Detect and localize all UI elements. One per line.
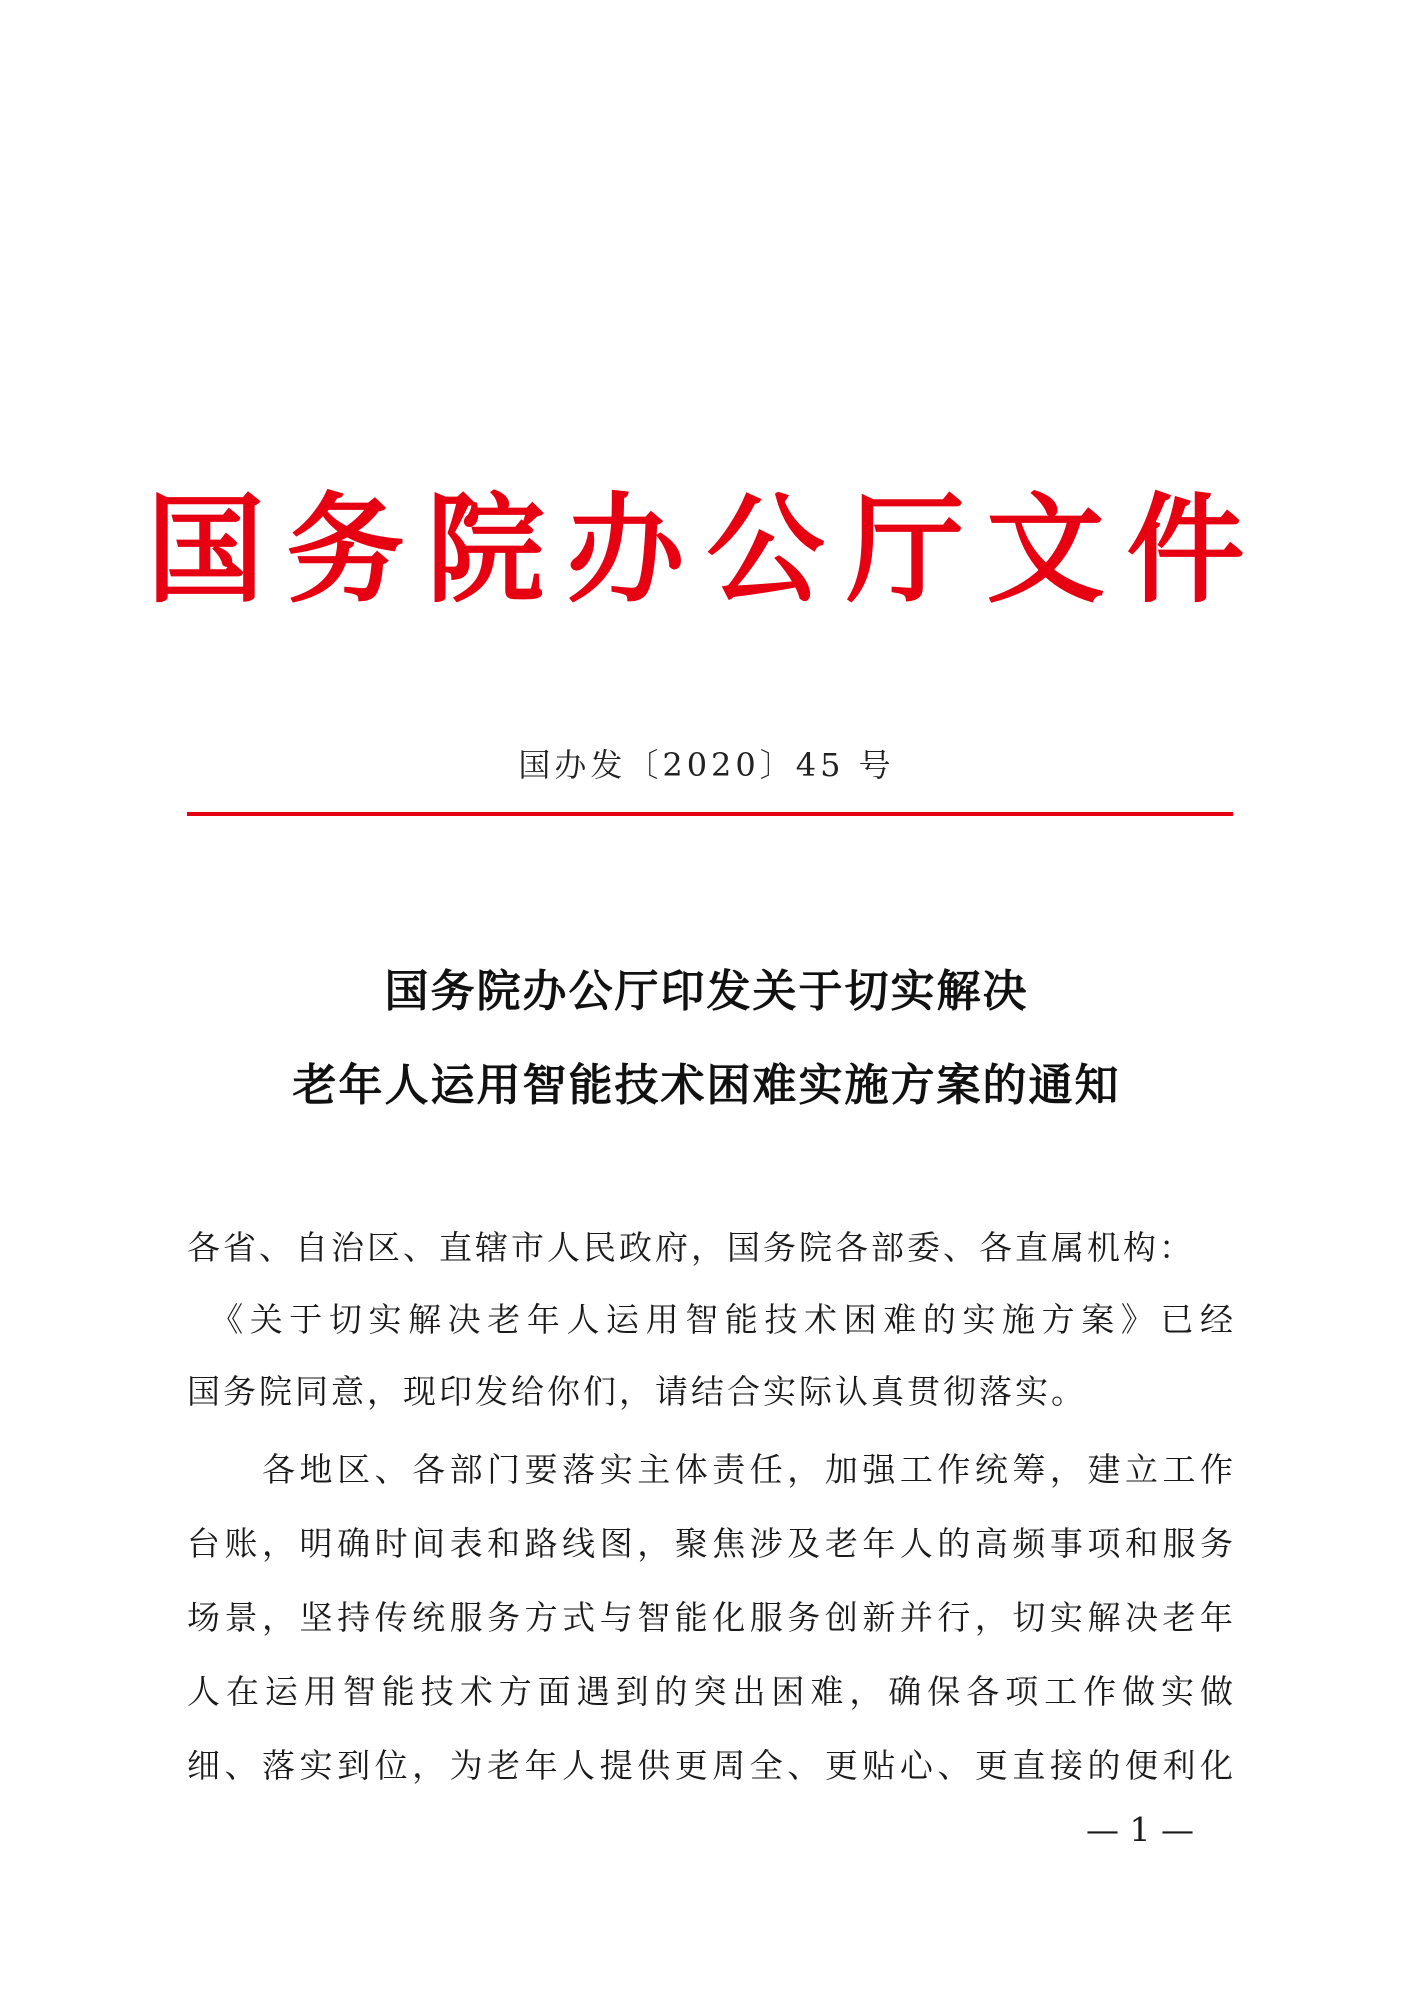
document-title-line-2: 老年人运用智能技术困难实施方案的通知 <box>292 1060 1121 1111</box>
body-text-line: 国务院同意，现印发给你们，请结合实际认真贯彻落实。 <box>187 1372 1087 1411</box>
body-text-line: 场景，坚持传统服务方式与智能化服务创新并行，切实解决老年 <box>187 1598 1233 1637</box>
document-number: 国办发〔2020〕45 号 <box>518 746 895 784</box>
red-divider-line <box>187 812 1233 816</box>
body-text-line: 细、落实到位，为老年人提供更周全、更贴心、更直接的便利化 <box>187 1746 1233 1785</box>
body-text-line: 各地区、各部门要落实主体责任，加强工作统筹，建立工作 <box>187 1450 1233 1489</box>
salutation-line: 各省、自治区、直辖市人民政府，国务院各部委、各直属机构： <box>187 1228 1195 1267</box>
body-text-line: 《关于切实解决老年人运用智能技术困难的实施方案》已经 <box>187 1300 1233 1339</box>
document-title-line-1: 国务院办公厅印发关于切实解决 <box>384 966 1029 1017</box>
document-masthead: 国务院办公厅文件 <box>146 480 1267 619</box>
page-number: — 1 — <box>1086 1810 1194 1849</box>
body-text-line: 人在运用智能技术方面遇到的突出困难，确保各项工作做实做 <box>187 1672 1233 1711</box>
body-text-line: 台账，明确时间表和路线图，聚焦涉及老年人的高频事项和服务 <box>187 1524 1233 1563</box>
